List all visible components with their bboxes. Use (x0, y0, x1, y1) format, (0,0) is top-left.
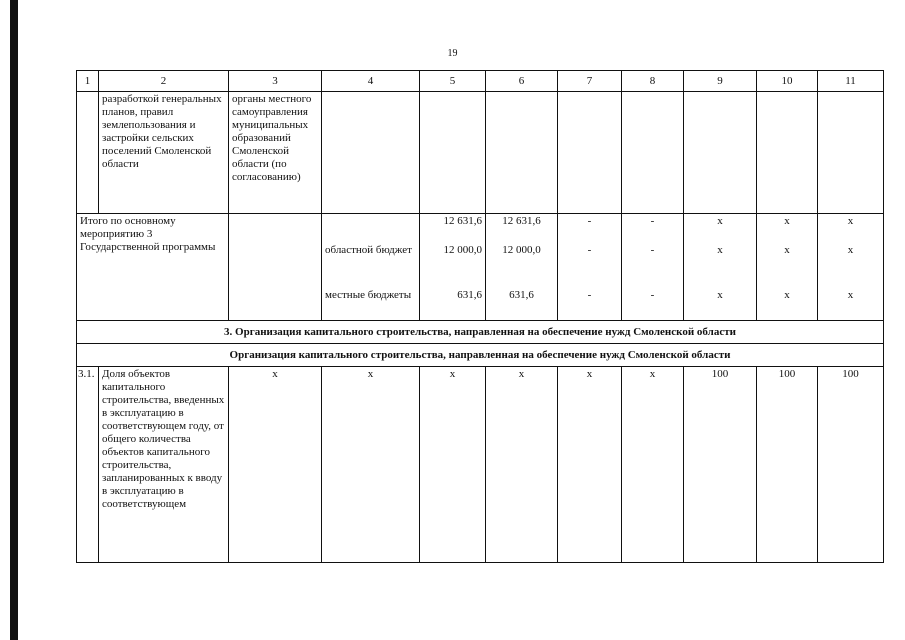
header-cell: 6 (486, 71, 558, 92)
header-cell: 7 (558, 71, 622, 92)
scan-edge-bar (10, 0, 18, 640)
value-cell: х (757, 243, 818, 288)
value-cell: 631,6 (420, 288, 486, 321)
header-cell: 3 (229, 71, 322, 92)
subsection-title: Организация капитального строительства, направленная на обеспечение нужд Смоленской области (77, 344, 884, 367)
executor-cell: органы местного самоуправления муниципальных образований Смоленской области (по согласованию) (229, 92, 322, 214)
value-cell: 12 631,6 (420, 214, 486, 244)
value-cell: х (486, 367, 558, 563)
value-cell: 100 (757, 367, 818, 563)
header-cell: 8 (622, 71, 684, 92)
value-cell: - (558, 214, 622, 244)
source-cell (322, 214, 420, 244)
header-cell: 9 (684, 71, 757, 92)
value-cell: - (558, 288, 622, 321)
header-cell: 5 (420, 71, 486, 92)
value-cell: х (684, 288, 757, 321)
value-cell: 100 (818, 367, 884, 563)
table-header-row (77, 71, 884, 92)
row-number-cell (77, 92, 99, 214)
value-cell: х (558, 367, 622, 563)
value-cell: - (622, 288, 684, 321)
value-cell: - (622, 243, 684, 288)
value-cell: - (558, 243, 622, 288)
table-row (77, 367, 884, 563)
value-cell: 12 000,0 (486, 243, 558, 288)
header-cell: 1 (77, 71, 99, 92)
page-number: 19 (447, 48, 458, 59)
header-cell: 11 (818, 71, 884, 92)
value-cell: х (757, 288, 818, 321)
value-cell: - (622, 214, 684, 244)
source-cell: местные бюджеты (322, 288, 420, 321)
header-cell: 10 (757, 71, 818, 92)
value-cell: х (818, 288, 884, 321)
header-cell: 4 (322, 71, 420, 92)
value-cell: х (818, 214, 884, 244)
value-cell: х (420, 367, 486, 563)
row-number-cell: 3.1. (77, 367, 99, 563)
header-cell: 2 (99, 71, 229, 92)
source-cell: областной бюджет (322, 243, 420, 288)
value-cell: х (684, 214, 757, 244)
value-cell: х (757, 214, 818, 244)
value-cell: х (229, 367, 322, 563)
section-title: 3. Организация капитального строительства, направленная на обеспечение нужд Смоленской области (77, 321, 884, 344)
total-row (77, 214, 884, 244)
value-cell: 631,6 (486, 288, 558, 321)
budget-table (76, 70, 884, 563)
value-cell: х (322, 367, 420, 563)
measure-name-cell: разработкой генеральных планов, правил землепользования и застройки сельских поселений Смоленской области (99, 92, 229, 214)
section-title-row (77, 321, 884, 344)
value-cell: 100 (684, 367, 757, 563)
total-label: Итого по основному мероприятию 3 Государственной программы (77, 214, 229, 321)
subsection-title-row (77, 344, 884, 367)
table-row (77, 92, 884, 214)
value-cell: 12 631,6 (486, 214, 558, 244)
indicator-name-cell: Доля объектов капитального строительства, введенных в эксплуатацию в соответствующем году, от общего количества объектов капитального строительства, запланированных к вводу в эксплуатацию в соответствующем (99, 367, 229, 563)
value-cell: 12 000,0 (420, 243, 486, 288)
value-cell: х (622, 367, 684, 563)
value-cell: х (684, 243, 757, 288)
value-cell: х (818, 243, 884, 288)
